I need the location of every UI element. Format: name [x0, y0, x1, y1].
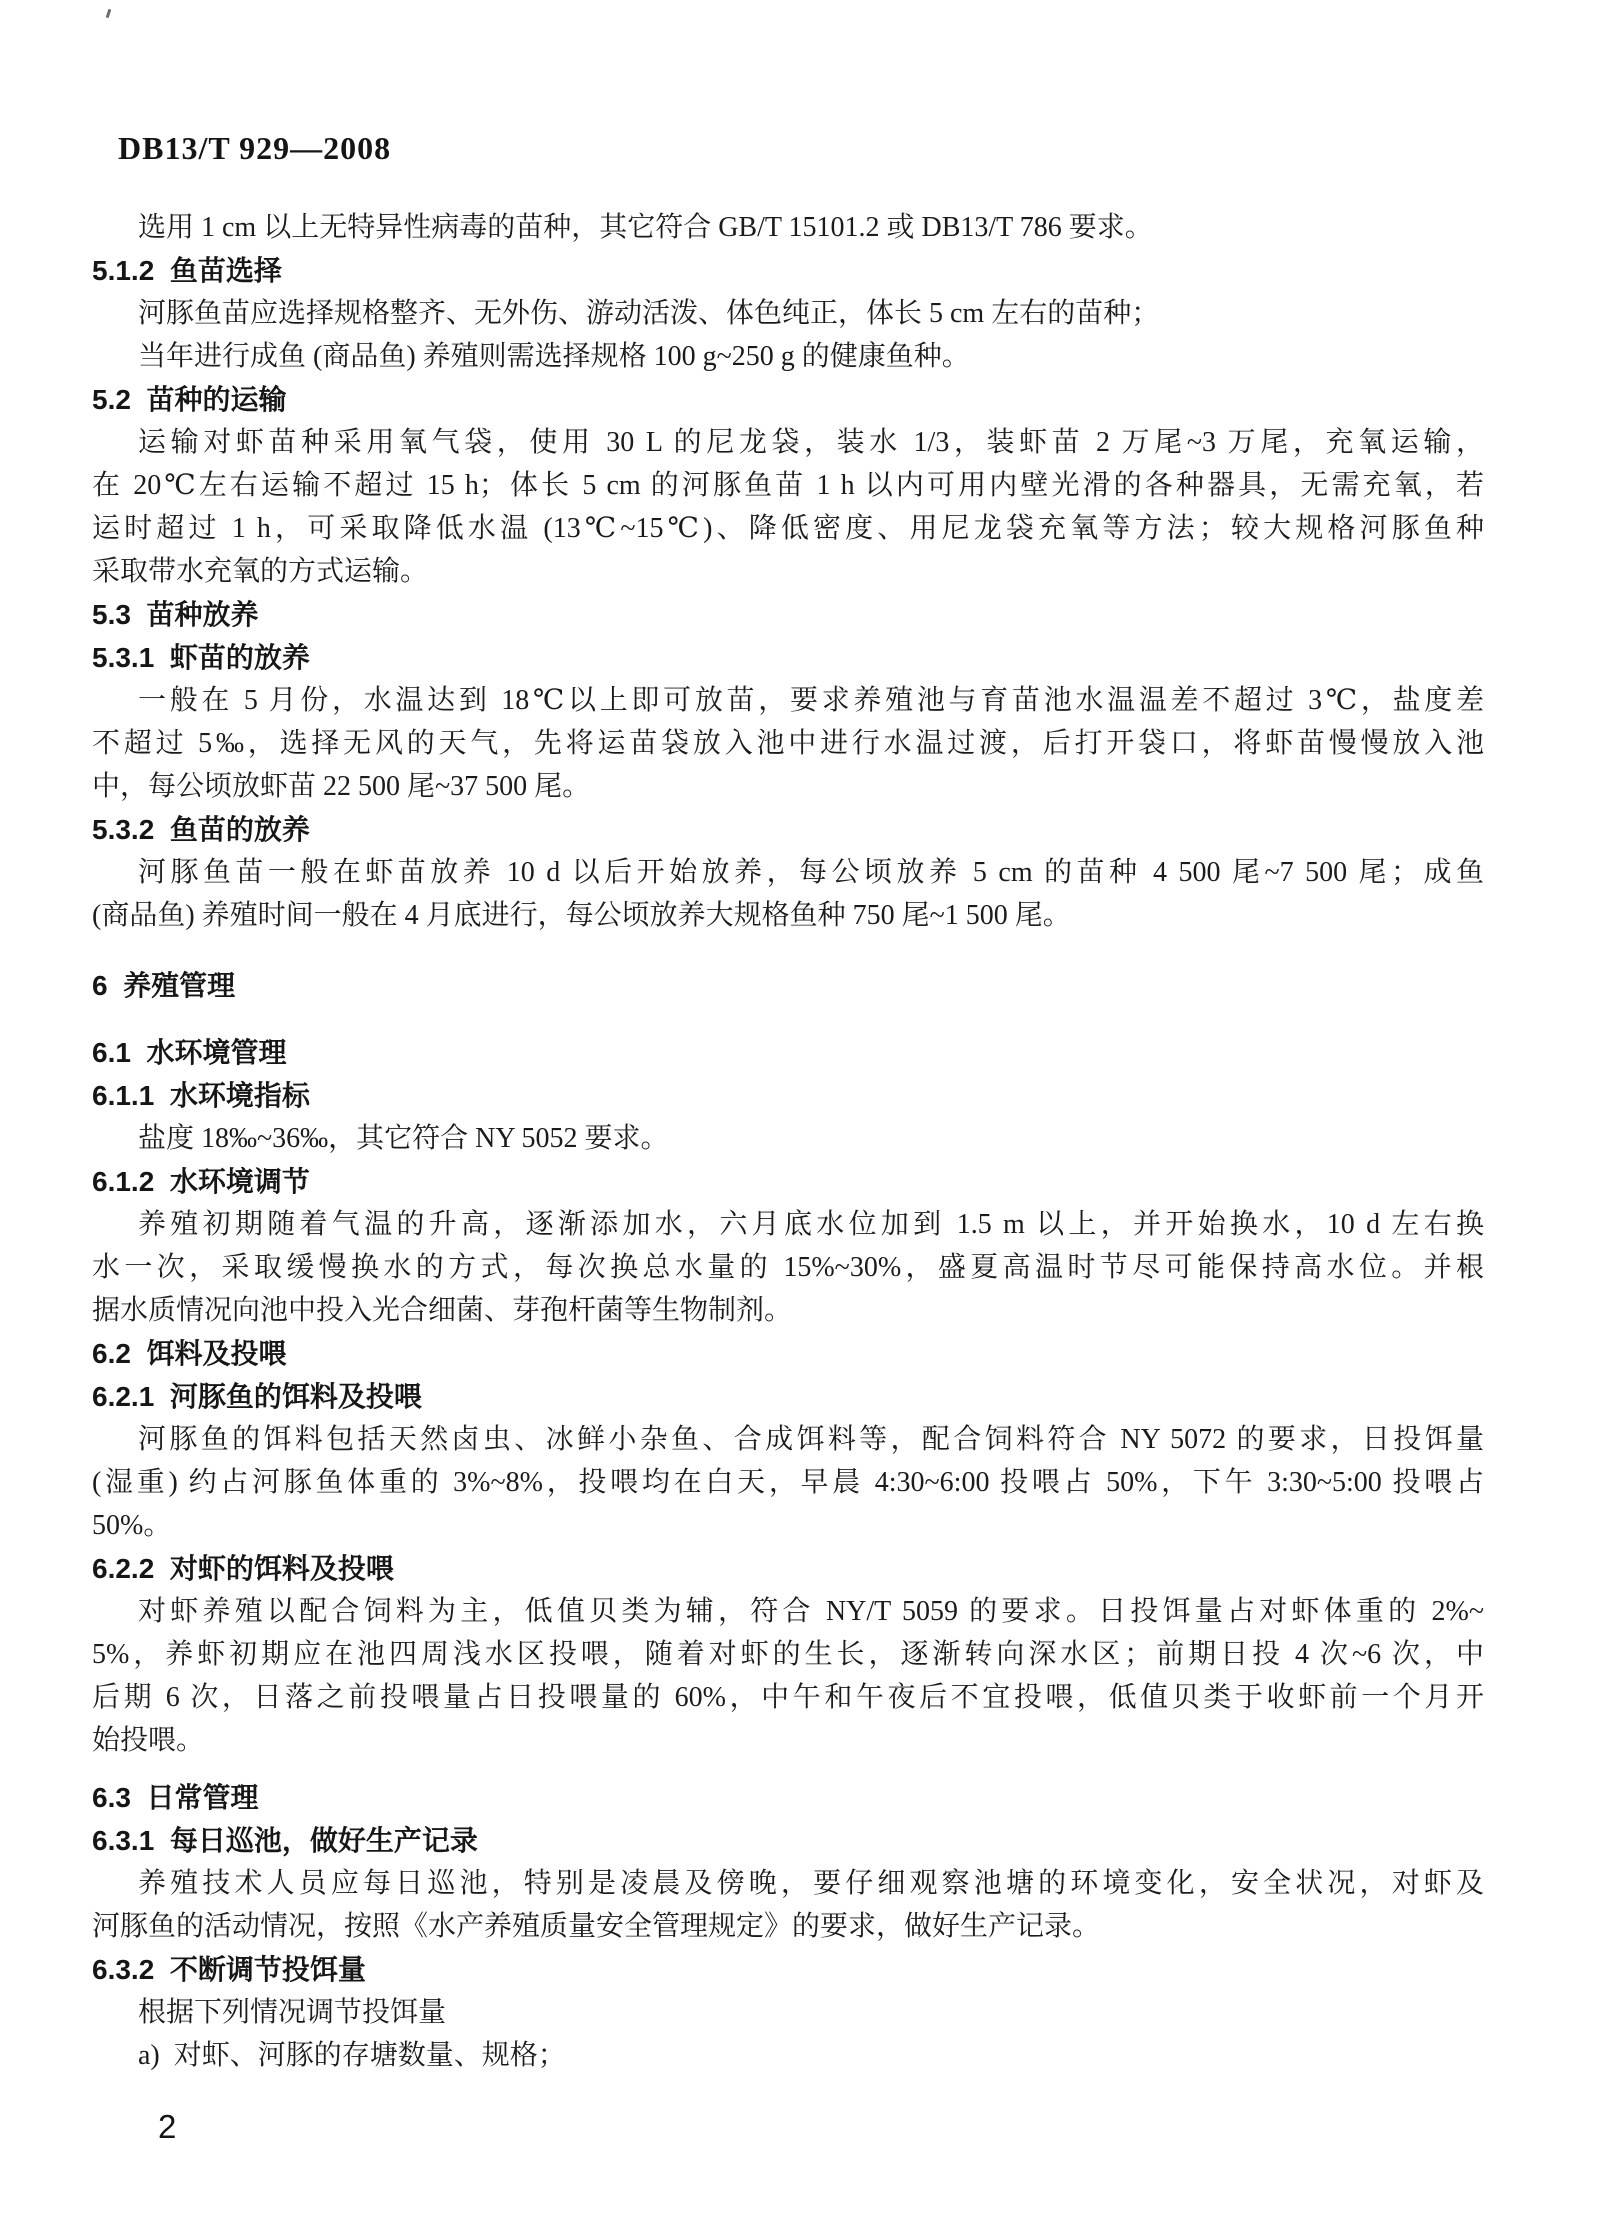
text-line: 对虾养殖以配合饲料为主，低值贝类为辅，符合 NY/T 5059 的要求。日投饵量占对虾体重的 2%~: [138, 1596, 1484, 1627]
text-line: 河豚鱼苗应选择规格整齐、无外伤、游动活泼、体色纯正，体长 5 cm 左右的苗种；: [138, 298, 1160, 329]
text-line: 始投喂。: [92, 1725, 205, 1756]
section-heading: 6.2 饵料及投喂: [92, 1338, 287, 1369]
text-line: 在 20℃左右运输不超过 15 h；体长 5 cm 的河豚鱼苗 1 h 以内可用内壁光滑的各种器具，无需充氧，若: [92, 470, 1484, 501]
section-heading: 6.1 水环境管理: [92, 1037, 287, 1068]
text-line: 50%。: [92, 1510, 172, 1541]
section-heading: 5.2 苗种的运输: [92, 384, 287, 415]
text-line: 一般在 5 月份，水温达到 18℃以上即可放苗，要求养殖池与育苗池水温温差不超过 3℃，盐度差: [138, 685, 1484, 716]
section-heading: 6.3 日常管理: [92, 1782, 259, 1813]
list-item: a) 对虾、河豚的存塘数量、规格；: [138, 2040, 566, 2071]
section-heading: 6.1.2 水环境调节: [92, 1166, 310, 1197]
text-line: 后期 6 次，日落之前投喂量占日投喂量的 60%，中午和午夜后不宜投喂，低值贝类于收虾前一个月开: [92, 1682, 1484, 1713]
scan-speck: [106, 9, 112, 18]
section-heading: 6.2.2 对虾的饵料及投喂: [92, 1553, 394, 1584]
text-line: 据水质情况向池中投入光合细菌、芽孢杆菌等生物制剂。: [92, 1295, 793, 1326]
text-line: 中，每公顷放虾苗 22 500 尾~37 500 尾。: [92, 771, 591, 802]
text-line: 水一次，采取缓慢换水的方式，每次换总水量的 15%~30%，盛夏高温时节尽可能保持高水位。并根: [92, 1252, 1484, 1283]
standard-number-header: DB13/T 929—2008: [118, 130, 392, 166]
document-body: [92, 206, 1484, 2077]
text-line: 选用 1 cm 以上无特异性病毒的苗种，其它符合 GB/T 15101.2 或 DB13/T 786 要求。: [138, 212, 1153, 243]
text-line: 盐度 18‰~36‰，其它符合 NY 5052 要求。: [138, 1123, 669, 1154]
text-line: 运输对虾苗种采用氧气袋，使用 30 L 的尼龙袋，装水 1/3，装虾苗 2 万尾~3 万尾，充氧运输，: [138, 427, 1484, 458]
text-line: 运时超过 1 h，可采取降低水温 (13℃~15℃)、降低密度、用尼龙袋充氧等方法；较大规格河豚鱼种: [92, 513, 1484, 544]
section-heading: 6.3.2 不断调节投饵量: [92, 1954, 366, 1985]
section-heading: 5.3.2 鱼苗的放养: [92, 814, 310, 845]
section-heading: 6.1.1 水环境指标: [92, 1080, 310, 1111]
text-line: 当年进行成鱼 (商品鱼) 养殖则需选择规格 100 g~250 g 的健康鱼种。: [138, 341, 970, 372]
page-number: 2: [158, 2108, 177, 2145]
section-heading: 5.1.2 鱼苗选择: [92, 255, 282, 286]
text-line: 河豚鱼的饵料包括天然卤虫、冰鲜小杂鱼、合成饵料等，配合饲料符合 NY 5072 的要求，日投饵量: [138, 1424, 1484, 1455]
text-line: (商品鱼) 养殖时间一般在 4 月底进行，每公顷放养大规格鱼种 750 尾~1 500 尾。: [92, 900, 1071, 931]
text-line: 5%，养虾初期应在池四周浅水区投喂，随着对虾的生长，逐渐转向深水区；前期日投 4 次~6 次，中: [92, 1639, 1484, 1670]
text-line: 不超过 5‰，选择无风的天气，先将运苗袋放入池中进行水温过渡，后打开袋口，将虾苗慢慢放入池: [92, 728, 1484, 759]
text-line: 采取带水充氧的方式运输。: [92, 556, 429, 587]
text-line: 根据下列情况调节投饵量: [138, 1997, 447, 2028]
section-heading: 6.2.1 河豚鱼的饵料及投喂: [92, 1381, 422, 1412]
section-heading: 5.3 苗种放养: [92, 599, 259, 630]
text-line: 河豚鱼苗一般在虾苗放养 10 d 以后开始放养，每公顷放养 5 cm 的苗种 4 500 尾~7 500 尾；成鱼: [138, 857, 1484, 888]
section-heading: 5.3.1 虾苗的放养: [92, 642, 310, 673]
text-line: (湿重) 约占河豚鱼体重的 3%~8%，投喂均在白天，早晨 4:30~6:00 投喂占 50%，下午 3:30~5:00 投喂占: [92, 1467, 1484, 1498]
text-line: 河豚鱼的活动情况，按照《水产养殖质量安全管理规定》的要求，做好生产记录。: [92, 1911, 1101, 1942]
chapter-heading: 6 养殖管理: [92, 970, 236, 1001]
section-heading: 6.3.1 每日巡池，做好生产记录: [92, 1825, 478, 1856]
text-line: 养殖初期随着气温的升高，逐渐添加水，六月底水位加到 1.5 m 以上，并开始换水，10 d 左右换: [138, 1209, 1484, 1240]
text-line: 养殖技术人员应每日巡池，特别是凌晨及傍晚，要仔细观察池塘的环境变化，安全状况，对虾及: [138, 1868, 1484, 1899]
